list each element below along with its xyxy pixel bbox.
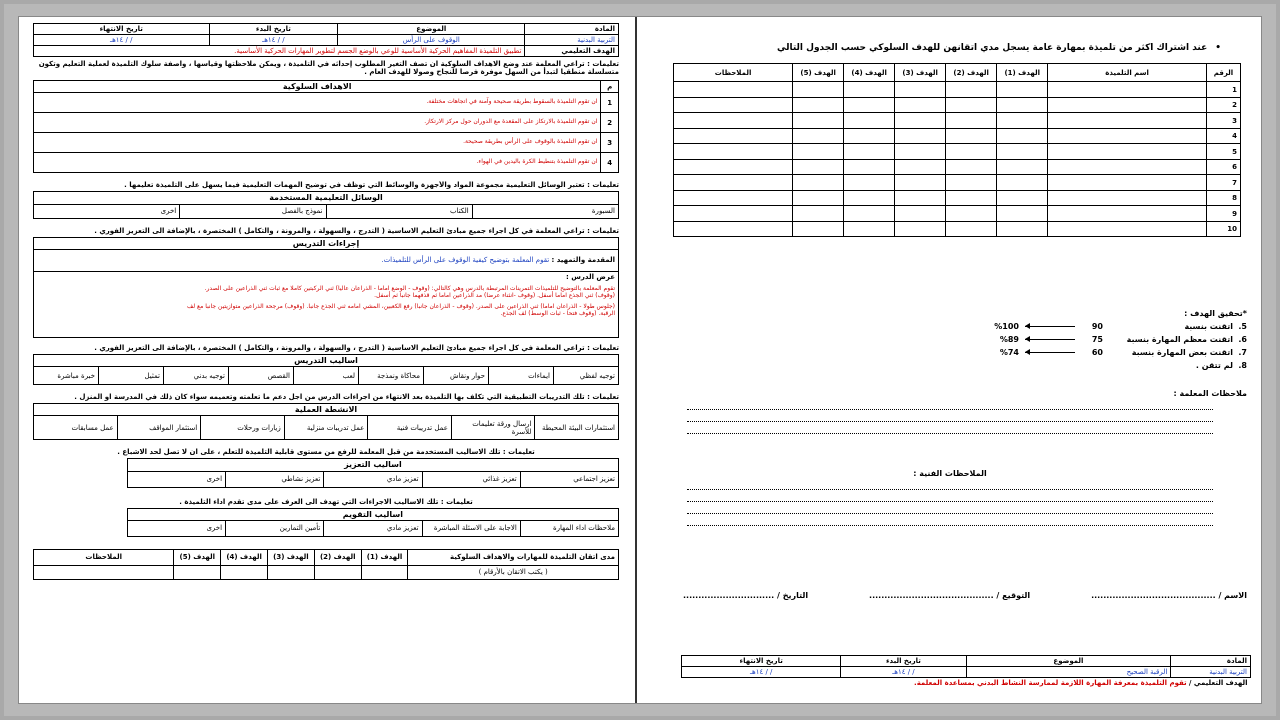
evaluation-item: تعزيز مادي [324, 520, 422, 536]
table-row [674, 82, 1241, 98]
date-label: التاريخ / .............................. [683, 591, 809, 600]
behavioral-objectives-table [33, 80, 619, 173]
goal-cell[interactable] [946, 113, 997, 129]
end-date-value: / / ١٤هـ [34, 35, 210, 46]
table-row [674, 206, 1241, 222]
achievement-line [947, 359, 1247, 372]
notes-cell[interactable] [674, 113, 793, 129]
method-item: ايماءات [489, 367, 554, 385]
footer-subject-label: المادة [1171, 656, 1251, 667]
goal-cell[interactable] [844, 144, 895, 160]
goal-cell[interactable] [895, 97, 946, 113]
col-header-number: الرقم [1206, 64, 1240, 82]
goal-cell[interactable] [895, 221, 946, 237]
student-name-cell[interactable] [1048, 159, 1207, 175]
col-header-goal: الهدف (5) [793, 64, 844, 82]
activity-item: عمل تدريبات منزلية [284, 416, 368, 440]
name-text: الاسم / [1218, 591, 1247, 600]
evaluation-table [127, 508, 619, 537]
achievement-line [947, 320, 1247, 333]
goal-cell[interactable] [997, 97, 1048, 113]
method-item: تمثيل [99, 367, 164, 385]
mastery-goal-header: الهدف (1) [361, 549, 408, 565]
footer-topic-label: الموضوع [966, 656, 1171, 667]
notes-cell[interactable] [674, 144, 793, 160]
tracking-page [641, 17, 1259, 703]
goal-cell[interactable] [946, 175, 997, 191]
goal-cell[interactable] [946, 144, 997, 160]
objective-num-header: م [601, 81, 619, 93]
goal-cell[interactable] [793, 159, 844, 175]
table-row [674, 144, 1241, 160]
activity-item: استثمار المواقف [117, 416, 201, 440]
intro-text: تقوم المعلمة بتوضيح كيفية الوقوف على الرأس للتلميذات. [381, 256, 550, 265]
mastery-subnote: ( يكتب الاتقان بالأرقام ) [408, 565, 619, 579]
student-name-cell[interactable] [1048, 206, 1207, 222]
teaching-aids-table [33, 191, 619, 218]
teaching-methods-title: اساليب التدريس [34, 354, 619, 366]
reinforcement-item: تعزيز غذائي [422, 471, 520, 487]
display-line: (وقوف) ثني الجذع اماما أسفل. (وقوف -انثناء عرضا) مد الذراعين اماما ثم قذفهما جانبا ثم أسفل. [374, 291, 615, 299]
goal-cell[interactable] [793, 82, 844, 98]
display-line: (جلوس طولا - الذراعان اماما) ثني الذراعين على الصدر. (وقوف - الذراعان جانبا) رفع الكعبين، المشي امامه ثني الجذع جانبا. (وقوف) مرجحة الذراعين متوازيتين جانبا مع لف [187, 302, 615, 310]
notes-line[interactable] [687, 514, 1213, 526]
aid-item: اخرى [34, 204, 180, 218]
objective-text: ان تقوم التلميذة بتنطيط الكرة باليدين في الهواء. [34, 153, 601, 173]
mastery-table [33, 549, 619, 580]
procedures-title: إجراءات التدريس [34, 237, 619, 249]
notes-line[interactable] [687, 478, 1213, 490]
method-item: محاكاة ونمذجة [359, 367, 424, 385]
subject-label: المادة [525, 24, 619, 35]
display-line: تقوم المعلمة بالتوضيح للتلميذات التمرينات المرتبطة بالدرس وهي كالتالي: (وقوف - الوضع اماما - الذراعان عاليا) ثني الركبتين كاملا مع ثبات ثني الذراعين على الصدر. [204, 284, 615, 292]
objective-text: ان تقوم التلميذة بالارتكاز على المقعدة مع الدوران حول مركز الارتكاز. [34, 113, 601, 133]
behavioral-objectives-title: الاهداف السلوكية [34, 81, 601, 93]
footer-start-value: / / ١٤هـ [841, 667, 966, 678]
page-divider [635, 17, 637, 703]
reinforcement-item: تعزيز اجتماعي [520, 471, 618, 487]
instructions-objectives: تعليمات : تراعي المعلمة عند وضع الاهداف السلوكية ان تصف التغير المطلوب إحداثه في التلميذة ، ويمكن ملاحظتها وقياسها ، واصفة سلوك التلميذة لعملية التعليم وتكون متسلسلة منطقيا لتبدأ من السهل موفرة فرصا للنجاح وصولا للهدف العام . [38, 60, 619, 77]
evaluation-item: تأمين التمارين [226, 520, 324, 536]
achievement-line [947, 346, 1247, 359]
aid-item: السبورة [472, 204, 618, 218]
reinforcement-item: اخرى [127, 471, 225, 487]
student-name-cell[interactable] [1048, 221, 1207, 237]
row-number: 7 [1206, 175, 1240, 191]
tech-notes-section [653, 469, 1247, 526]
topic-label: الموضوع [338, 24, 525, 35]
row-number: 8 [1206, 190, 1240, 206]
goal-cell[interactable] [997, 175, 1048, 191]
signature-row [653, 591, 1247, 600]
achievement-num: 8. [1238, 361, 1247, 371]
student-mastery-table [673, 63, 1241, 237]
achievement-percent: %89 [999, 335, 1019, 345]
mastery-cell[interactable] [174, 565, 221, 579]
achievement-line [947, 333, 1247, 346]
goal-cell[interactable] [895, 82, 946, 98]
notes-cell[interactable] [674, 206, 793, 222]
display-line: الرقبة. (وقوف فتحا - ثبات الوسط) لف الجذع. [500, 309, 615, 317]
mastery-goal-header: الهدف (4) [221, 549, 268, 565]
achievement-value: 90 [1091, 322, 1103, 332]
activity-item: ارسال ورقة تعليمات للأسرة [451, 416, 535, 440]
evaluation-title: اساليب التقويم [127, 508, 618, 520]
col-header-goal: الهدف (1) [997, 64, 1048, 82]
col-header-goal: الهدف (4) [844, 64, 895, 82]
row-number: 10 [1206, 221, 1240, 237]
mastery-cell[interactable] [361, 565, 408, 579]
table-row [674, 190, 1241, 206]
student-name-cell[interactable] [1048, 97, 1207, 113]
goal-cell[interactable] [844, 159, 895, 175]
start-date-label: تاريخ البدء [209, 24, 338, 35]
method-item: حوار ونقاش [424, 367, 489, 385]
name-label: الاسم / ......................................... [1091, 591, 1247, 600]
arrow-icon [1025, 326, 1075, 327]
goal-cell[interactable] [997, 144, 1048, 160]
arrow-icon [1025, 352, 1075, 353]
mastery-goal-header: الهدف (3) [268, 549, 315, 565]
educational-goal-value: تطبيق التلميذة المفاهيم الحركية الأساسية للوعي بالوضع الجسم لتطوير المهارات الحركية الأساسية. [34, 46, 525, 57]
notes-line[interactable] [687, 410, 1213, 422]
row-number: 4 [1206, 128, 1240, 144]
evaluation-item: ملاحظات اداء المهارة [520, 520, 618, 536]
mastery-cell[interactable] [34, 565, 174, 579]
reinforcement-title: اساليب التعزيز [127, 459, 618, 471]
objective-number: 4 [601, 153, 619, 173]
mastery-goal-header: الهدف (5) [174, 549, 221, 565]
goal-cell[interactable] [895, 175, 946, 191]
educational-goal-label: الهدف التعليمي [525, 46, 619, 57]
footer-header-table [681, 655, 1251, 688]
objective-number: 1 [601, 93, 619, 113]
goal-achievement [947, 309, 1247, 372]
notes-line[interactable] [687, 422, 1213, 434]
mastery-goal-header: الهدف (2) [314, 549, 361, 565]
notes-cell[interactable] [674, 221, 793, 237]
method-item: خبرة مباشرة [34, 367, 99, 385]
student-name-cell[interactable] [1048, 144, 1207, 160]
goal-cell[interactable] [895, 159, 946, 175]
achievement-percent: %100 [994, 322, 1019, 332]
goal-cell[interactable] [997, 128, 1048, 144]
instructions-evaluation: تعليمات : تلك الاساليب الاجراءات التي تهدف الى العرف على مدى تقدم اداء التلميذة . [179, 497, 473, 506]
col-header-goal: الهدف (2) [946, 64, 997, 82]
student-name-cell[interactable] [1048, 128, 1207, 144]
evaluation-item: الاجابة على الاسئلة المباشرة [422, 520, 520, 536]
procedures-table [33, 237, 619, 338]
footer-start-label: تاريخ البدء [841, 656, 966, 667]
goal-cell[interactable] [844, 97, 895, 113]
goal-cell[interactable] [997, 190, 1048, 206]
row-number: 6 [1206, 159, 1240, 175]
goal-cell[interactable] [946, 82, 997, 98]
footer-subject-value: التربية البدنية [1171, 667, 1251, 678]
achievement-value: 60 [1091, 348, 1103, 358]
table-row [674, 159, 1241, 175]
achievement-text: لم تتقن . [1195, 361, 1233, 371]
achievement-percent: %74 [999, 348, 1019, 358]
practical-activities-title: الانشطة العملية [34, 404, 619, 416]
end-date-label: تاريخ الانتهاء [34, 24, 210, 35]
table-row [674, 97, 1241, 113]
goal-cell[interactable] [844, 128, 895, 144]
goal-cell[interactable] [844, 175, 895, 191]
objective-number: 3 [601, 133, 619, 153]
goal-cell[interactable] [946, 221, 997, 237]
method-item: توجيه لفظي [554, 367, 619, 385]
row-number: 5 [1206, 144, 1240, 160]
goal-cell[interactable] [844, 206, 895, 222]
goal-cell[interactable] [793, 190, 844, 206]
col-header-student-name: اسم التلميذة [1048, 64, 1207, 82]
goal-cell[interactable] [844, 221, 895, 237]
instructions-reinforcement: تعليمات : تلك الاساليب المستخدمة من قبل المعلمة للرفع من مستوى قابلية التلميذة للتعلم ، على ان لا تصل لحد الاشباع . [117, 448, 535, 457]
notes-cell[interactable] [674, 175, 793, 191]
achievement-text: اتقنت بعض المهارة بنسبة [1131, 348, 1233, 358]
goal-cell[interactable] [946, 206, 997, 222]
arrow-icon [1025, 339, 1075, 340]
achievement-num: 5. [1238, 322, 1247, 332]
goal-cell[interactable] [997, 82, 1048, 98]
goal-cell[interactable] [895, 128, 946, 144]
achievement-num: 7. [1238, 348, 1247, 358]
footer-goal-value: تقوم التلميذة بمعرفة المهارة اللازمة لممارسة النشاط البدني بمساعدة المعلمة. [914, 679, 1187, 688]
achievement-value: 75 [1091, 335, 1103, 345]
row-number: 1 [1206, 82, 1240, 98]
achievement-num: 6. [1238, 335, 1247, 345]
mastery-cell[interactable] [314, 565, 361, 579]
goal-cell[interactable] [793, 113, 844, 129]
mastery-label: مدى اتقان التلميذة للمهارات والاهداف السلوكية [408, 549, 619, 565]
goal-cell[interactable] [997, 159, 1048, 175]
col-header-goal: الهدف (3) [895, 64, 946, 82]
goal-cell[interactable] [895, 113, 946, 129]
lesson-plan-page [23, 17, 629, 703]
student-name-cell[interactable] [1048, 113, 1207, 129]
notes-line[interactable] [687, 398, 1213, 410]
start-date-value: / / ١٤هـ [209, 35, 338, 46]
footer-end-label: تاريخ الانتهاء [682, 656, 841, 667]
notes-cell[interactable] [674, 159, 793, 175]
reinforcement-item: تعزيز نشاطي [226, 471, 324, 487]
footer-goal-label: الهدف التعليمي / [1188, 679, 1248, 688]
goal-cell[interactable] [793, 175, 844, 191]
goal-cell[interactable] [793, 221, 844, 237]
method-item: القصص [229, 367, 294, 385]
goal-cell[interactable] [844, 190, 895, 206]
goal-cell[interactable] [793, 128, 844, 144]
topic-value: الوقوف على الرأس [338, 35, 525, 46]
achievement-text: اتقنت معظم المهارة بنسبة [1126, 335, 1233, 345]
mastery-notes-header: الملاحظات [34, 549, 174, 565]
student-name-cell[interactable] [1048, 175, 1207, 191]
instructions-procedures: تعليمات : تراعي المعلمة في كل اجراء جميع مبادئ التعليم الاساسية ( التدرج ، والسهولة ، والمرونة ، والتكامل ) المختصرة ، بالإضافة الى التعزيز الفوري . [94, 226, 619, 235]
teacher-notes-label: ملاحظات المعلمة : [1173, 389, 1247, 398]
notes-line[interactable] [687, 502, 1213, 514]
instructions-methods: تعليمات : تراعي المعلمة في كل اجراء جميع مبادئ التعليم الاساسية ( التدرج ، والسهولة ، والمرونة ، والتكامل ) المختصرة ، بالإضافة الى التعزيز الفوري . [94, 343, 619, 352]
instructions-aids: تعليمات : تعتبر الوسائل التعليمية مجموعة المواد والأجهزة والوسائط التي توظف في توضيح المهمات التعليمية فيما يسهل على التلميذة تعليمها . [124, 181, 619, 190]
document-sheet [18, 16, 1262, 704]
tracking-title: • عند اشتراك اكثر من تلميذة بمهارة عامة يسجل مدي اتقانهن للهدف السلوكي حسب الجدول التالي [653, 43, 1221, 53]
instructions-activities: تعليمات : تلك التدريبات التطبيقية التي تكلف بها التلميذة بعد الانتهاء من اجراءات الدرس من اجل دعم ما تعلمته وتعميمه سواء كان ذلك في المدرسة او المنزل . [74, 393, 619, 402]
goal-cell[interactable] [946, 97, 997, 113]
goal-cell[interactable] [793, 144, 844, 160]
goal-cell[interactable] [946, 159, 997, 175]
notes-cell[interactable] [674, 97, 793, 113]
table-row [674, 128, 1241, 144]
teaching-methods-table [33, 354, 619, 385]
subject-value: التربية البدنية [525, 35, 619, 46]
row-number: 3 [1206, 113, 1240, 129]
table-row [674, 175, 1241, 191]
footer-topic-value: الرقبة الصحيح [966, 667, 1171, 678]
teacher-notes-section [653, 389, 1247, 434]
footer-end-value: / / ١٤هـ [682, 667, 841, 678]
achievement-text: اتقنت بنسبة [1184, 322, 1233, 332]
row-number: 9 [1206, 206, 1240, 222]
teaching-aids-title: الوسائل التعليمية المستخدمة [34, 192, 619, 204]
objective-number: 2 [601, 113, 619, 133]
goal-cell[interactable] [895, 144, 946, 160]
reinforcement-item: تعزيز مادي [324, 471, 422, 487]
notes-cell[interactable] [674, 82, 793, 98]
method-item: توجيه بدني [164, 367, 229, 385]
practical-activities-table [33, 403, 619, 440]
activity-item: عمل مسابقات [34, 416, 118, 440]
intro-label: المقدمة والتمهيد : [551, 256, 615, 265]
objective-text: ان تقوم التلميذة بالسقوط بطريقة صحيحة وآمنة في اتجاهات مختلفة. [34, 93, 601, 113]
goal-cell[interactable] [946, 190, 997, 206]
student-name-cell[interactable] [1048, 190, 1207, 206]
sign-text: التوقيع / [996, 591, 1031, 600]
sign-label: التوقيع / ......................................... [869, 591, 1031, 600]
mastery-cell[interactable] [221, 565, 268, 579]
notes-line[interactable] [687, 490, 1213, 502]
goal-cell[interactable] [946, 128, 997, 144]
goal-cell[interactable] [997, 206, 1048, 222]
table-row [674, 113, 1241, 129]
evaluation-item: اخرى [127, 520, 225, 536]
reinforcement-table [127, 458, 619, 487]
row-number: 2 [1206, 97, 1240, 113]
goal-cell[interactable] [844, 82, 895, 98]
activity-item: عمل تدريبات فنية [368, 416, 452, 440]
goal-cell[interactable] [895, 206, 946, 222]
notes-cell[interactable] [674, 190, 793, 206]
goal-cell[interactable] [793, 206, 844, 222]
goal-cell[interactable] [895, 190, 946, 206]
activity-item: زيارات ورحلات [201, 416, 285, 440]
achievement-title: *تحقيق الهدف : [1184, 309, 1247, 318]
notes-cell[interactable] [674, 128, 793, 144]
aid-item: الكتاب [326, 204, 472, 218]
mastery-cell[interactable] [268, 565, 315, 579]
goal-cell[interactable] [997, 221, 1048, 237]
aid-item: نموذج بالفصل [180, 204, 326, 218]
goal-cell[interactable] [793, 97, 844, 113]
table-row [674, 221, 1241, 237]
objective-text: ان تقوم التلميذة بالوقوف على الرأس بطريقة صحيحة. [34, 133, 601, 153]
activity-item: استثمارات البيئة المحيطة [535, 416, 619, 440]
col-header-notes: الملاحظات [674, 64, 793, 82]
goal-cell[interactable] [997, 113, 1048, 129]
tech-notes-label: الملاحظات الفنية : [913, 469, 987, 478]
goal-cell[interactable] [844, 113, 895, 129]
lesson-header-table [33, 23, 619, 57]
student-name-cell[interactable] [1048, 82, 1207, 98]
date-text: التاريخ / [776, 591, 809, 600]
method-item: لعب [294, 367, 359, 385]
display-label: عرض الدرس : [566, 272, 615, 281]
